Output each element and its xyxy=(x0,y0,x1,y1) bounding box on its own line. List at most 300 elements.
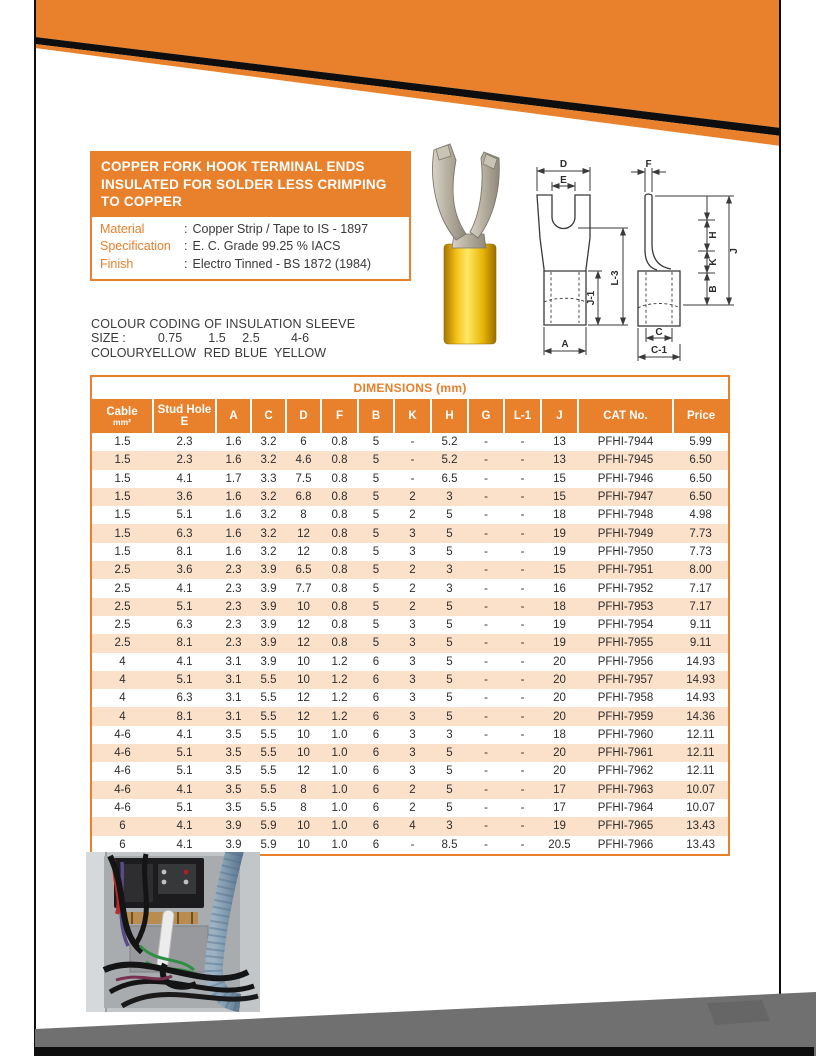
table-cell: 3 xyxy=(409,728,416,741)
colour-value: YELLOW xyxy=(143,345,197,360)
table-cell: 4-6 xyxy=(114,783,131,796)
table-cell: 7.73 xyxy=(689,527,712,540)
table-cell: 3.5 xyxy=(225,765,242,778)
table-cell: 3 xyxy=(409,619,416,632)
column-header: A xyxy=(216,399,251,433)
column-header: Price xyxy=(673,399,729,433)
table-row xyxy=(91,561,729,579)
table-cell: 6 xyxy=(372,728,380,741)
colour-coding-section xyxy=(91,317,421,360)
table-cell: 1.5 xyxy=(114,472,131,485)
table-row xyxy=(91,598,729,616)
table-row xyxy=(91,762,729,780)
table-cell: 15 xyxy=(553,491,566,504)
table-cell: 3 xyxy=(446,491,453,504)
table-cell: 10.07 xyxy=(686,802,715,815)
page-left-border xyxy=(34,0,36,1048)
dim-label-j: J xyxy=(729,248,740,254)
table-cell: 0.8 xyxy=(331,564,348,577)
table-cell: 5 xyxy=(446,619,453,632)
table-cell: 2 xyxy=(409,783,416,796)
table-cell: PFHI-7944 xyxy=(597,436,654,449)
colour-coding-colour-row xyxy=(91,346,421,361)
table-cell: - xyxy=(520,600,525,613)
table-cell: - xyxy=(520,747,525,760)
table-cell: - xyxy=(484,674,488,686)
table-cell: 12.11 xyxy=(686,728,715,741)
table-cell: - xyxy=(484,710,488,723)
table-cell: 6 xyxy=(372,765,380,778)
table-cell: PFHI-7951 xyxy=(597,564,654,577)
column-header: F xyxy=(321,399,358,433)
table-row xyxy=(91,817,729,835)
table-cell: 1.5 xyxy=(114,436,131,449)
spec-row-material xyxy=(100,221,401,239)
table-cell: 5 xyxy=(446,747,453,760)
table-cell: 8.1 xyxy=(176,710,193,723)
table-cell: - xyxy=(484,637,488,650)
table-cell: - xyxy=(484,491,488,504)
table-cell: 0.8 xyxy=(331,582,348,595)
spec-colon: : xyxy=(184,221,188,236)
table-row xyxy=(91,543,729,561)
colour-value: BLUE xyxy=(234,345,268,360)
table-cell: - xyxy=(484,820,488,833)
table-cell: 0.8 xyxy=(331,491,348,504)
table-cell: - xyxy=(520,454,525,467)
table-cell: - xyxy=(520,582,525,595)
table-cell: 20 xyxy=(553,692,566,705)
table-cell: 12 xyxy=(297,692,310,705)
table-cell: 5 xyxy=(446,545,453,558)
table-cell: 10 xyxy=(297,655,310,668)
table-cell: 5 xyxy=(372,491,380,504)
table-cell: 5 xyxy=(446,765,453,778)
table-cell: 1.6 xyxy=(225,491,242,504)
table-cell: PFHI-7953 xyxy=(597,600,654,613)
table-cell: PFHI-7962 xyxy=(597,765,654,778)
table-cell: 4.1 xyxy=(176,728,193,741)
table-cell: PFHI-7959 xyxy=(597,710,654,723)
product-specs xyxy=(92,217,409,280)
table-cell: 4.1 xyxy=(176,783,193,796)
table-cell: 0.8 xyxy=(331,454,348,467)
table-cell: - xyxy=(520,619,525,632)
table-cell: 3.1 xyxy=(225,710,242,723)
table-cell: 5.2 xyxy=(441,436,458,449)
table-cell: - xyxy=(520,674,525,686)
table-cell: 5 xyxy=(446,527,453,540)
column-header: Stud Hole E xyxy=(153,399,216,433)
table-cell: 1.5 xyxy=(114,454,131,467)
colour-coding-title: COLOUR CODING OF INSULATION SLEEVE xyxy=(91,317,356,331)
table-cell: 4.1 xyxy=(176,582,193,595)
table-cell: - xyxy=(484,728,488,741)
table-cell: 6 xyxy=(119,838,126,851)
table-cell: 3.1 xyxy=(225,674,242,686)
table-cell: 2 xyxy=(409,509,416,522)
table-cell: 17 xyxy=(553,783,566,796)
table-cell: 6.5 xyxy=(295,564,312,577)
table-cell: - xyxy=(484,802,488,815)
table-cell: 8 xyxy=(300,783,307,796)
table-cell: - xyxy=(484,765,488,778)
table-cell: 6.8 xyxy=(295,491,312,504)
table-cell: 2.5 xyxy=(114,619,131,632)
table-cell: 7.17 xyxy=(689,582,712,595)
table-cell: 4 xyxy=(409,820,416,833)
table-cell: 12 xyxy=(297,710,310,723)
colour-value: YELLOW xyxy=(273,345,327,360)
table-cell: 1.0 xyxy=(331,783,348,796)
table-cell: 19 xyxy=(553,545,566,558)
table-cell: 8.5 xyxy=(441,838,458,851)
table-cell: 5.1 xyxy=(176,802,193,815)
table-cell: 1.2 xyxy=(331,692,348,705)
table-cell: 5 xyxy=(446,655,453,668)
table-cell: 5 xyxy=(446,692,453,705)
product-title-line: TO COPPER xyxy=(101,194,183,209)
table-cell: - xyxy=(484,655,488,668)
table-cell: 14.93 xyxy=(686,692,715,705)
table-cell: 5 xyxy=(372,637,380,650)
table-cell: 5.9 xyxy=(260,820,277,833)
table-cell: 6 xyxy=(372,674,380,686)
table-cell: - xyxy=(484,600,488,613)
table-cell: 6 xyxy=(372,838,380,851)
spec-value: E. C. Grade 99.25 % IACS xyxy=(192,239,341,253)
table-cell: 9.11 xyxy=(689,619,712,632)
product-title-line: INSULATED FOR SOLDER LESS CRIMPING xyxy=(101,176,387,192)
table-cell: PFHI-7965 xyxy=(597,820,654,833)
table-cell: 6 xyxy=(372,692,380,705)
table-cell: 5 xyxy=(446,637,453,650)
front-view-drawing xyxy=(537,159,628,355)
table-cell: 3 xyxy=(446,564,453,577)
table-cell: - xyxy=(520,491,525,504)
table-cell: 10.07 xyxy=(686,783,715,796)
table-cell: 5 xyxy=(372,509,380,522)
table-cell: 15 xyxy=(553,472,566,485)
table-cell: 5.9 xyxy=(260,838,277,851)
table-cell: 15 xyxy=(553,564,566,577)
table-row xyxy=(91,689,729,707)
table-cell: PFHI-7966 xyxy=(597,838,654,851)
table-cell: 19 xyxy=(553,527,566,540)
spec-colon: : xyxy=(184,256,188,271)
table-row xyxy=(91,671,729,689)
table-cell: - xyxy=(520,783,525,796)
table-cell: 18 xyxy=(553,600,566,613)
dim-label-a: A xyxy=(561,339,569,350)
table-cell: 5.5 xyxy=(260,674,277,686)
table-cell: - xyxy=(520,655,525,668)
table-cell: 5.5 xyxy=(260,692,277,705)
dimensions-table xyxy=(90,375,730,856)
table-cell: 1.0 xyxy=(331,747,348,760)
table-cell: 4-6 xyxy=(114,747,131,760)
table-cell: 6.3 xyxy=(176,692,193,705)
table-cell: 12 xyxy=(297,545,310,558)
table-row xyxy=(91,707,729,725)
table-cell: 5 xyxy=(446,710,453,723)
spec-row-specification xyxy=(100,238,401,256)
table-row xyxy=(91,799,729,817)
column-header: K xyxy=(394,399,431,433)
table-row xyxy=(91,524,729,542)
table-cell: 4-6 xyxy=(114,802,131,815)
table-cell: 3.9 xyxy=(260,582,277,595)
table-cell: PFHI-7948 xyxy=(597,509,654,522)
table-cell: 1.2 xyxy=(331,710,348,723)
page-right-border xyxy=(779,0,781,1048)
table-cell: - xyxy=(484,545,488,558)
table-cell: 1.0 xyxy=(331,765,348,778)
table-cell: 7.5 xyxy=(295,472,312,485)
table-cell: 20.5 xyxy=(548,838,571,851)
table-cell: - xyxy=(520,436,525,449)
table-cell: 5.2 xyxy=(441,454,458,467)
table-row xyxy=(91,653,729,671)
table-cell: 18 xyxy=(553,728,566,741)
table-cell: 20 xyxy=(553,765,566,778)
column-header: B xyxy=(358,399,394,433)
table-cell: 5 xyxy=(372,545,380,558)
table-cell: 5.1 xyxy=(176,509,193,522)
table-cell: - xyxy=(484,783,488,796)
table-cell: PFHI-7961 xyxy=(597,747,654,760)
table-cell: 14.93 xyxy=(686,655,715,668)
table-cell: 6.3 xyxy=(176,527,193,540)
table-cell: 13 xyxy=(553,454,566,467)
table-cell: 8.1 xyxy=(176,545,193,558)
table-cell: 13.43 xyxy=(686,820,715,833)
table-cell: 10 xyxy=(297,600,310,613)
table-row xyxy=(91,781,729,799)
table-cell: 2.5 xyxy=(114,637,131,650)
table-title: DIMENSIONS (mm) xyxy=(91,376,729,399)
table-cell: 2 xyxy=(409,600,416,613)
table-cell: 12 xyxy=(297,765,310,778)
table-cell: - xyxy=(520,728,525,741)
table-cell: 1.7 xyxy=(225,472,242,485)
table-cell: PFHI-7957 xyxy=(597,674,654,686)
table-cell: - xyxy=(520,637,525,650)
table-cell: 4.1 xyxy=(176,820,193,833)
table-cell: 1.6 xyxy=(225,545,242,558)
table-cell: 12.11 xyxy=(686,747,715,760)
table-row xyxy=(91,744,729,762)
table-cell: - xyxy=(484,472,488,485)
size-label: SIZE : xyxy=(91,331,126,345)
table-cell: 20 xyxy=(553,710,566,723)
table-cell: 3 xyxy=(409,692,416,705)
table-cell: 3.1 xyxy=(225,692,242,705)
table-cell: 8 xyxy=(300,509,307,522)
spec-colon: : xyxy=(184,239,188,253)
dim-label-d: D xyxy=(559,159,568,170)
table-cell: 19 xyxy=(553,637,566,650)
table-cell: 14.36 xyxy=(686,710,715,723)
table-cell: 6 xyxy=(372,710,380,723)
table-cell: 2 xyxy=(409,491,416,504)
table-row xyxy=(91,634,729,652)
table-cell: 3.1 xyxy=(225,655,242,668)
table-cell: 2.3 xyxy=(225,619,242,632)
table-cell: 2.3 xyxy=(225,600,242,613)
table-cell: 5.5 xyxy=(260,783,277,796)
table-cell: PFHI-7964 xyxy=(597,802,654,815)
table-cell: 5 xyxy=(372,472,380,485)
table-cell: 7.17 xyxy=(689,600,712,613)
table-cell: 3 xyxy=(409,765,416,778)
table-cell: PFHI-7949 xyxy=(597,527,654,540)
table-cell: - xyxy=(484,582,488,595)
table-cell: 2.5 xyxy=(114,600,131,613)
table-cell: PFHI-7958 xyxy=(597,692,654,705)
table-cell: PFHI-7946 xyxy=(597,472,654,485)
table-cell: 14.93 xyxy=(686,674,715,686)
table-cell: 2.3 xyxy=(176,454,193,467)
table-cell: - xyxy=(520,710,525,723)
table-cell: 8.00 xyxy=(689,564,712,577)
size-value: 2.5 xyxy=(242,331,260,345)
table-cell: 8 xyxy=(300,802,307,815)
column-header: C xyxy=(251,399,286,433)
table-cell: 3 xyxy=(409,545,416,558)
table-cell: 6.3 xyxy=(176,619,193,632)
table-cell: 1.5 xyxy=(114,509,131,522)
table-cell: 6.50 xyxy=(689,491,712,504)
column-header: CAT No. xyxy=(578,399,673,433)
table-cell: 5 xyxy=(446,802,453,815)
table-cell: 5.5 xyxy=(260,747,277,760)
table-cell: - xyxy=(484,747,488,760)
table-cell: 3.6 xyxy=(176,491,193,504)
table-cell: 7.73 xyxy=(689,545,712,558)
table-cell: 3 xyxy=(409,674,416,686)
table-row xyxy=(91,470,729,488)
table-cell: 2 xyxy=(409,564,416,577)
table-row xyxy=(91,726,729,744)
table-cell: 4 xyxy=(119,674,126,686)
table-cell: 12 xyxy=(297,619,310,632)
table-cell: 3.9 xyxy=(260,637,277,650)
table-cell: 3.2 xyxy=(260,454,277,467)
spec-label: Specification xyxy=(100,239,171,253)
table-cell: - xyxy=(520,564,525,577)
table-cell: 4.98 xyxy=(689,509,712,522)
top-banner-decoration xyxy=(0,0,816,150)
table-cell: - xyxy=(484,564,488,577)
table-cell: 5 xyxy=(446,509,453,522)
spec-label: Material xyxy=(100,221,145,236)
table-cell: 4-6 xyxy=(114,765,131,778)
table-cell: 5 xyxy=(372,454,380,467)
table-cell: - xyxy=(520,802,525,815)
table-cell: - xyxy=(410,454,415,467)
table-cell: 3 xyxy=(409,655,416,668)
table-cell: 3 xyxy=(446,820,453,833)
table-row xyxy=(91,506,729,524)
table-cell: 1.0 xyxy=(331,838,348,851)
table-cell: 5.1 xyxy=(176,674,193,686)
table-cell: 5.5 xyxy=(260,802,277,815)
spec-value: Electro Tinned - BS 1872 (1984) xyxy=(192,256,372,271)
table-cell: 1.6 xyxy=(225,436,242,449)
table-cell: 6 xyxy=(300,436,307,449)
table-cell: 0.8 xyxy=(331,600,348,613)
dimensions-table-body xyxy=(91,433,729,855)
table-cell: 6 xyxy=(372,820,380,833)
table-cell: - xyxy=(410,436,415,449)
table-cell: 5 xyxy=(372,600,380,613)
column-header: Cable mm² xyxy=(91,399,153,433)
table-cell: 3.2 xyxy=(260,436,277,449)
table-cell: 3 xyxy=(446,728,453,741)
table-cell: - xyxy=(520,692,525,705)
table-cell: 3 xyxy=(409,637,416,650)
table-cell: PFHI-7952 xyxy=(597,582,654,595)
table-cell: 1.6 xyxy=(225,527,242,540)
table-cell: 3 xyxy=(409,747,416,760)
table-cell: 3.5 xyxy=(225,783,242,796)
size-value: 1.5 xyxy=(208,331,226,345)
table-cell: 3.9 xyxy=(225,820,242,833)
table-cell: 9.11 xyxy=(689,637,712,650)
terminal-photo xyxy=(433,144,500,344)
table-row xyxy=(91,488,729,506)
table-cell: 0.8 xyxy=(331,619,348,632)
side-view-drawing xyxy=(631,159,740,361)
table-cell: 3.9 xyxy=(260,600,277,613)
table-cell: 4.1 xyxy=(176,472,193,485)
dim-label-c: C xyxy=(655,327,663,338)
dim-label-c1: C-1 xyxy=(650,345,668,356)
table-cell: 6 xyxy=(372,783,380,796)
dim-label-j1: J-1 xyxy=(586,290,597,306)
table-cell: 10 xyxy=(297,674,310,686)
spec-row-finish xyxy=(100,256,401,274)
table-cell: 0.8 xyxy=(331,509,348,522)
table-cell: - xyxy=(520,509,525,522)
terminal-diagrams xyxy=(420,138,765,370)
table-cell: 6.50 xyxy=(689,472,712,485)
table-cell: 1.0 xyxy=(331,728,348,741)
table-cell: 10 xyxy=(297,728,310,741)
table-cell: 3.9 xyxy=(260,619,277,632)
table-cell: PFHI-7955 xyxy=(597,637,654,650)
dim-label-b: B xyxy=(708,285,719,293)
colour-label: COLOUR : xyxy=(91,345,152,360)
table-cell: 3.9 xyxy=(260,655,277,668)
table-cell: 5 xyxy=(372,564,380,577)
column-header: D xyxy=(286,399,321,433)
colour-coding-size-row xyxy=(91,331,421,346)
table-cell: 6 xyxy=(119,820,126,833)
table-cell: 3.2 xyxy=(260,509,277,522)
table-cell: 1.0 xyxy=(331,820,348,833)
table-cell: 3.9 xyxy=(260,564,277,577)
table-cell: 2.5 xyxy=(114,564,131,577)
column-header: G xyxy=(468,399,504,433)
table-cell: 5.1 xyxy=(176,747,193,760)
table-cell: 2.5 xyxy=(114,582,131,595)
table-cell: 12 xyxy=(297,637,310,650)
table-cell: 5 xyxy=(372,527,380,540)
table-cell: 0.8 xyxy=(331,527,348,540)
size-value: 0.75 xyxy=(157,331,183,345)
